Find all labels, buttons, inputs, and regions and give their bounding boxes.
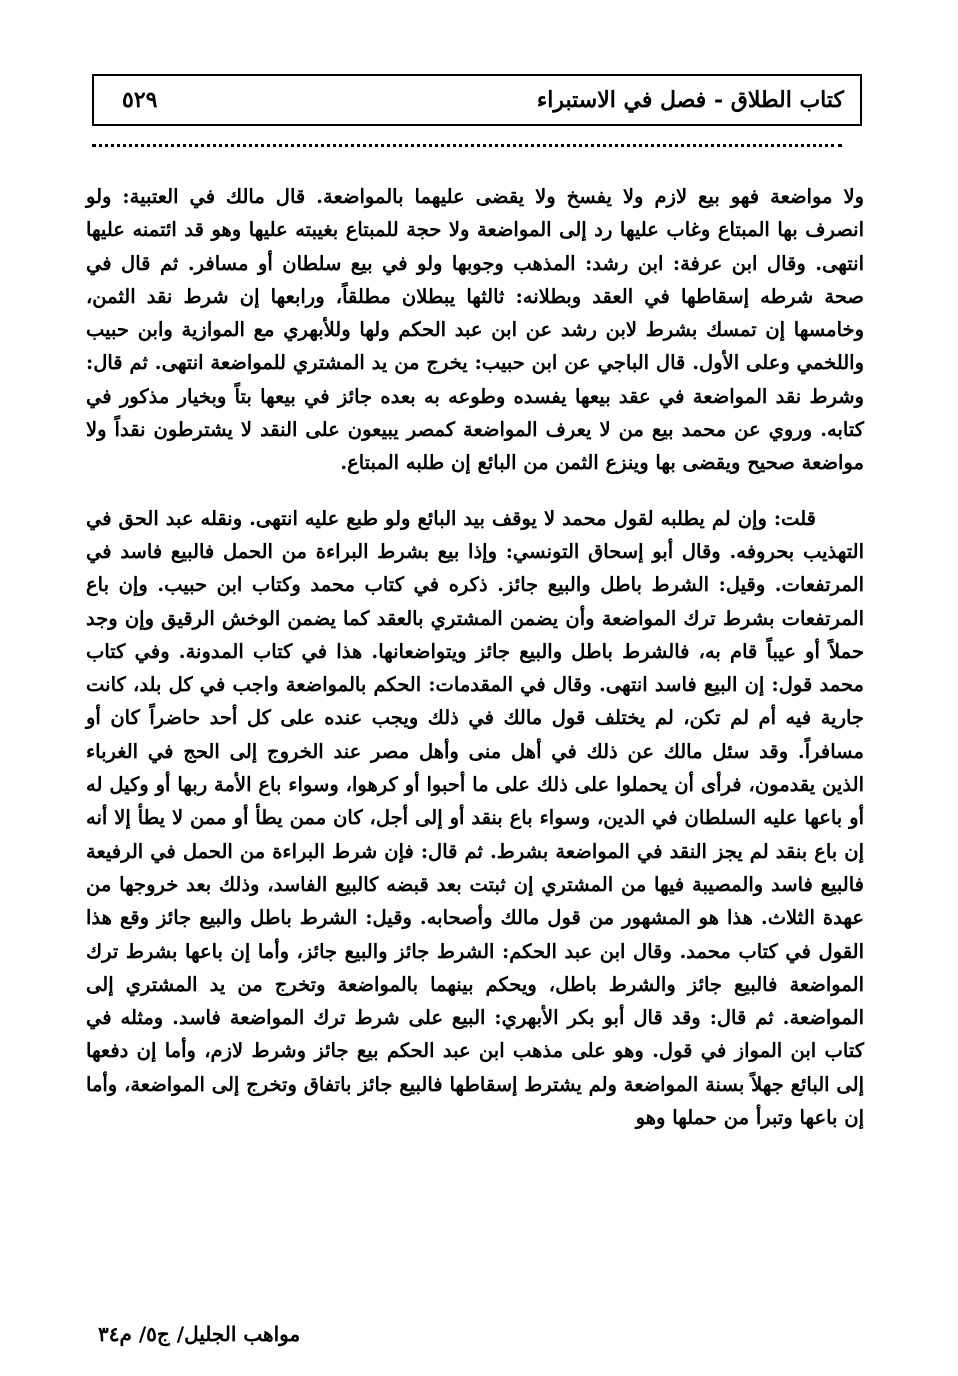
running-header (92, 74, 862, 126)
chapter-title: كتاب الطلاق - فصل في الاستبراء (536, 87, 844, 113)
paragraph-1: ولا مواضعة فهو بيع لازم ولا يفسخ ولا يقضى عليهما بالمواضعة. قال مالك في العتبية: ولو انصرف بها المبتاع وغاب عليها رد إلى المواضعة ولا حجة للمبتاع بغيبته عليها وهو قد ائتمنه عليها انتهى. وقال ابن عرفة: ابن رشد: المذهب وجوبها ولو في بيع سلطان أو مسافر. ثم قال في صحة شرطه إسقاطها في العقد وبطلانه: ثالثها يبطلان مطلقاً، ورابعها إن شرط نقد الثمن، وخامسها إن تمسك بشرط لابن رشد عن ابن عبد الحكم ولها وللأبهري مع الموازية وابن حبيب واللخمي وعلى الأول. قال الباجي عن ابن حبيب: يخرج من يد المشتري للمواضعة انتهى. ثم قال: وشرط نقد المواضعة في عقد بيعها يفسده وطوعه به بعده جائز في بيعها بتاً وبخيار مذكور في كتابه. وروي عن محمد بيع من لا يعرف المواضعة كمصر يبيعون على النقد لا يشترطون نقداً ولا مواضعة صحيح ويقضى بها وينزع الثمن من البائع إن طلبه المبتاع. (86, 185, 864, 475)
main-text (86, 180, 864, 1134)
paragraph-2: قلت: وإن لم يطلبه لقول محمد لا يوقف بيد البائع ولو طبع عليه انتهى. ونقله عبد الحق في التهذيب بحروفه. وقال أبو إسحاق التونسي: وإذا بيع بشرط البراءة من الحمل فالبيع فاسد في المرتفعات. وقيل: الشرط باطل والبيع جائز. ذكره في كتاب محمد وكتاب ابن حبيب. وإن باع المرتفعات بشرط ترك المواضعة وأن يضمن المشتري بالعقد كما يضمن الوخش الرقيق وإن وجد حملاً أو عيباً قام به، فالشرط باطل والبيع جائز ويتواضعانها. هذا في كتاب المدونة. وفي كتاب محمد قول: إن البيع فاسد انتهى. وقال في المقدمات: الحكم بالمواضعة واجب في كل بلد، كانت جارية فيه أم لم تكن، لم يختلف قول مالك في ذلك ويجب عنده على كل أحد حاضراً كان أو مسافراً. وقد سئل مالك عن ذلك في أهل منى وأهل مصر عند الخروج إلى الحج في الغرباء الذين يقدمون، فرأى أن يحملوا على ذلك على ما أحبوا أو كرهوا، وسواء باع الأمة ربها أو وكيل له أو باعها عليه السلطان في الدين، وسواء باع بنقد أو إلى أجل، كان ممن يطأ أو ممن لا يطأ إلا أنه إن باع بنقد لم يجز النقد في المواضعة بشرط. ثم قال: فإن شرط البراءة من الحمل في الرفيعة فالبيع فاسد والمصيبة فيها من المشتري إن ثبتت بعد قبضه كالبيع الفاسد، وذلك بعد خروجها من عهدة الثلاث. هذا هو المشهور من قول مالك وأصحابه. وقيل: الشرط باطل والبيع جائز وقع هذا القول في كتاب محمد. وقال ابن عبد الحكم: الشرط جائز والبيع جائز، وأما إن باعها بشرط ترك المواضعة فالبيع جائز والشرط باطل، ويحكم بينهما بالمواضعة وتخرج من يد المشتري إلى المواضعة. ثم قال: وقد قال أبو بكر الأبهري: البيع على شرط ترك المواضعة فاسد. ومثله في كتاب ابن المواز في قول. وهو على مذهب ابن عبد الحكم بيع جائز وشرط لازم، وأما إن دفعها إلى البائع جهلاً بسنة المواضعة ولم يشترط إسقاطها فالبيع جائز باتفاق وتخرج إلى المواضعة، وأما إن باعها وتبرأ من حملها وهو (86, 506, 864, 1130)
dotted-separator (92, 140, 842, 147)
footer-signature: مواهب الجليل/ ج٥/ م٣٤ (98, 1322, 301, 1346)
page-number: ٥٢٩ (122, 87, 158, 113)
